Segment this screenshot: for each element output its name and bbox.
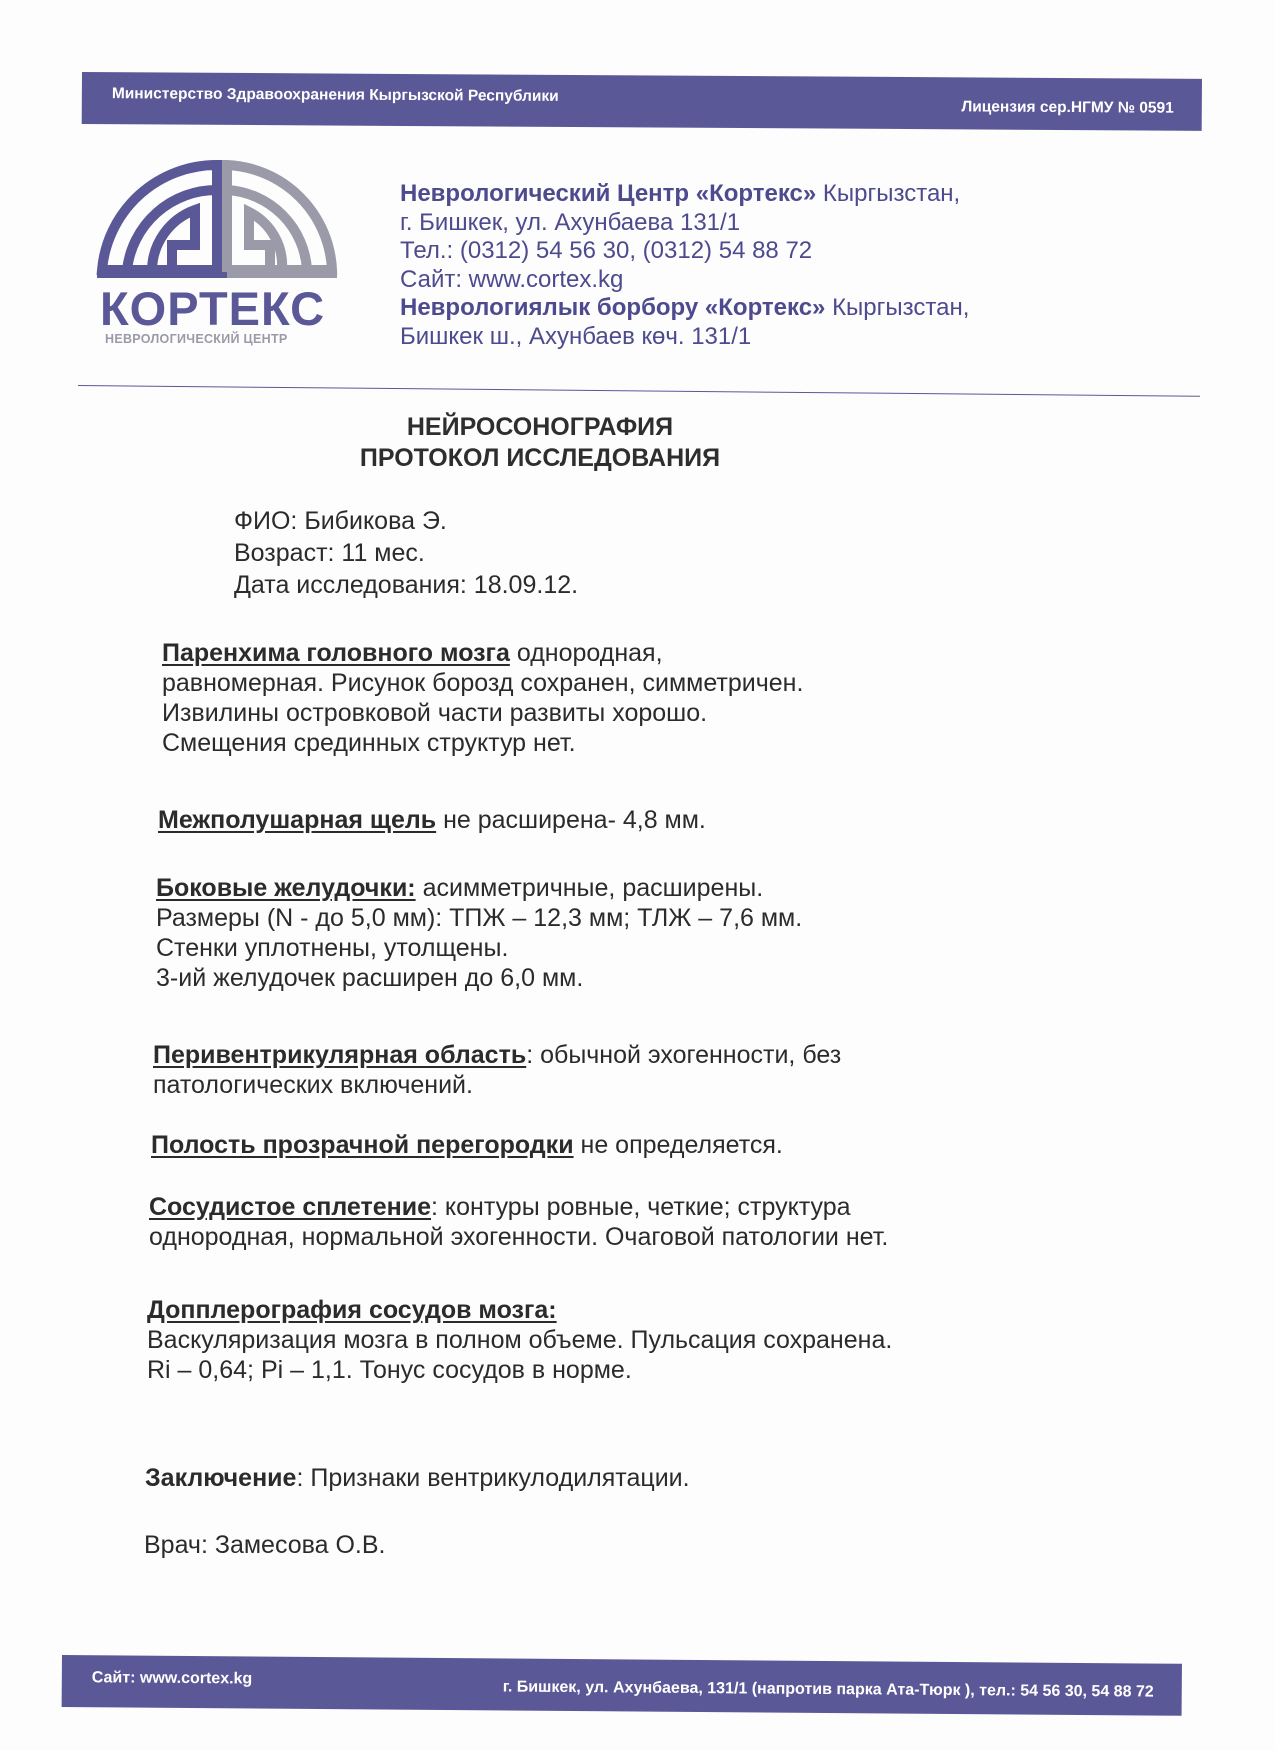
country-ky: Кыргызстан, xyxy=(825,294,970,321)
document-title xyxy=(300,412,780,474)
patient-info xyxy=(234,505,578,601)
conclusion-heading: Заключение xyxy=(145,1464,297,1492)
parenchyma-heading: Паренхима головного мозга xyxy=(162,639,510,667)
header-divider xyxy=(78,385,1200,397)
section-fissure xyxy=(158,805,1178,835)
title-line-1: НЕЙРОСОНОГРАФИЯ xyxy=(406,413,674,441)
parenchyma-text-2: равномерная. Рисунок борозд сохранен, симметричен. xyxy=(162,669,804,697)
patient-name: ФИО: Бибикова Э. xyxy=(234,507,447,535)
parenchyma-text-4: Смещения срединных структур нет. xyxy=(162,729,576,757)
conclusion-text: : Признаки вентрикулодилятации. xyxy=(296,1464,690,1492)
center-name-ru-line xyxy=(400,180,969,209)
periventricular-text-2: патологических включений. xyxy=(153,1071,473,1099)
ventricles-text-1: асимметричные, расширены. xyxy=(415,874,764,902)
exam-date: Дата исследования: 18.09.12. xyxy=(234,571,579,599)
parenchyma-text-1: однородная, xyxy=(509,639,663,667)
center-name-ky-line xyxy=(400,294,969,323)
title-line-2: ПРОТОКОЛ ИССЛЕДОВАНИЯ xyxy=(359,444,721,472)
parenchyma-text-3: Извилины островковой части развиты хорошо. xyxy=(162,699,708,727)
footer-address: г. Бишкек, ул. Ахунбаева, 131/1 (напротив парка Ата-Тюрк ), тел.: 54 56 30, 54 88 72 xyxy=(502,1678,1154,1701)
periventricular-heading: Перивентрикулярная область xyxy=(153,1041,527,1069)
section-plexus xyxy=(149,1192,1169,1252)
ventricles-text-3: Стенки уплотнены, утолщены. xyxy=(156,934,509,962)
footer-site: Сайт: www.cortex.kg xyxy=(91,1669,253,1688)
address-ky: Бишкек ш., Ахунбаев көч. 131/1 xyxy=(400,322,752,350)
country-ru: Кыргызстан, xyxy=(816,180,961,207)
section-ventricles xyxy=(156,873,1176,993)
header-contacts xyxy=(400,180,969,351)
ventricles-text-4: 3-ий желудочек расширен до 6,0 мм. xyxy=(156,964,584,992)
patient-age: Возраст: 11 мес. xyxy=(234,539,425,567)
doppler-heading: Допплерография сосудов мозга: xyxy=(147,1296,557,1324)
septum-heading: Полость прозрачной перегородки xyxy=(151,1131,574,1159)
fissure-text: не расширена- 4,8 мм. xyxy=(436,806,706,834)
license-text: Лицензия сер.НГМУ № 0591 xyxy=(961,98,1174,117)
section-septum xyxy=(151,1130,1171,1160)
ministry-text: Министерство Здравоохранения Кыргызской Республики xyxy=(111,85,559,105)
septum-text: не определяется. xyxy=(573,1131,783,1159)
section-conclusion xyxy=(145,1463,1165,1493)
plexus-heading: Сосудистое сплетение xyxy=(149,1193,432,1221)
fissure-heading: Межполушарная щель xyxy=(158,806,437,834)
logo-subtitle: НЕВРОЛОГИЧЕСКИЙ ЦЕНТР xyxy=(105,332,288,346)
center-name-ru: Неврологический Центр «Кортекс» xyxy=(400,180,817,207)
ventricles-text-2: Размеры (N - до 5,0 мм): ТПЖ – 12,3 мм; ТЛЖ – 7,6 мм. xyxy=(156,904,803,932)
plexus-text-2: однородная, нормальной эхогенности. Очаговой патологии нет. xyxy=(149,1223,889,1251)
periventricular-text-1: : обычной эхогенности, без xyxy=(526,1041,842,1069)
section-doppler xyxy=(147,1295,1167,1385)
section-periventricular xyxy=(153,1040,1173,1100)
ventricles-heading: Боковые желудочки: xyxy=(156,874,416,902)
doppler-text-1: Васкуляризация мозга в полном объеме. Пульсация сохранена. xyxy=(147,1326,893,1354)
doctor-signature-line: Врач: Замесова О.В. xyxy=(144,1531,386,1559)
bottom-banner xyxy=(62,1655,1182,1716)
top-banner xyxy=(82,72,1202,131)
center-name-ky: Неврологиялык борбору «Кортекс» xyxy=(400,294,826,321)
section-parenchyma xyxy=(162,638,1182,758)
logo-wordmark: КОРТЕКС xyxy=(100,282,326,335)
plexus-text-1: : контуры ровные, четкие; структура xyxy=(431,1193,851,1221)
phones: Тел.: (0312) 54 56 30, (0312) 54 88 72 xyxy=(400,237,813,264)
doppler-text-2: Ri – 0,64; Pi – 1,1. Тонус сосудов в норме. xyxy=(147,1356,632,1384)
website: Сайт: www.cortex.kg xyxy=(400,265,624,293)
address-ru: г. Бишкек, ул. Ахунбаева 131/1 xyxy=(400,208,741,236)
